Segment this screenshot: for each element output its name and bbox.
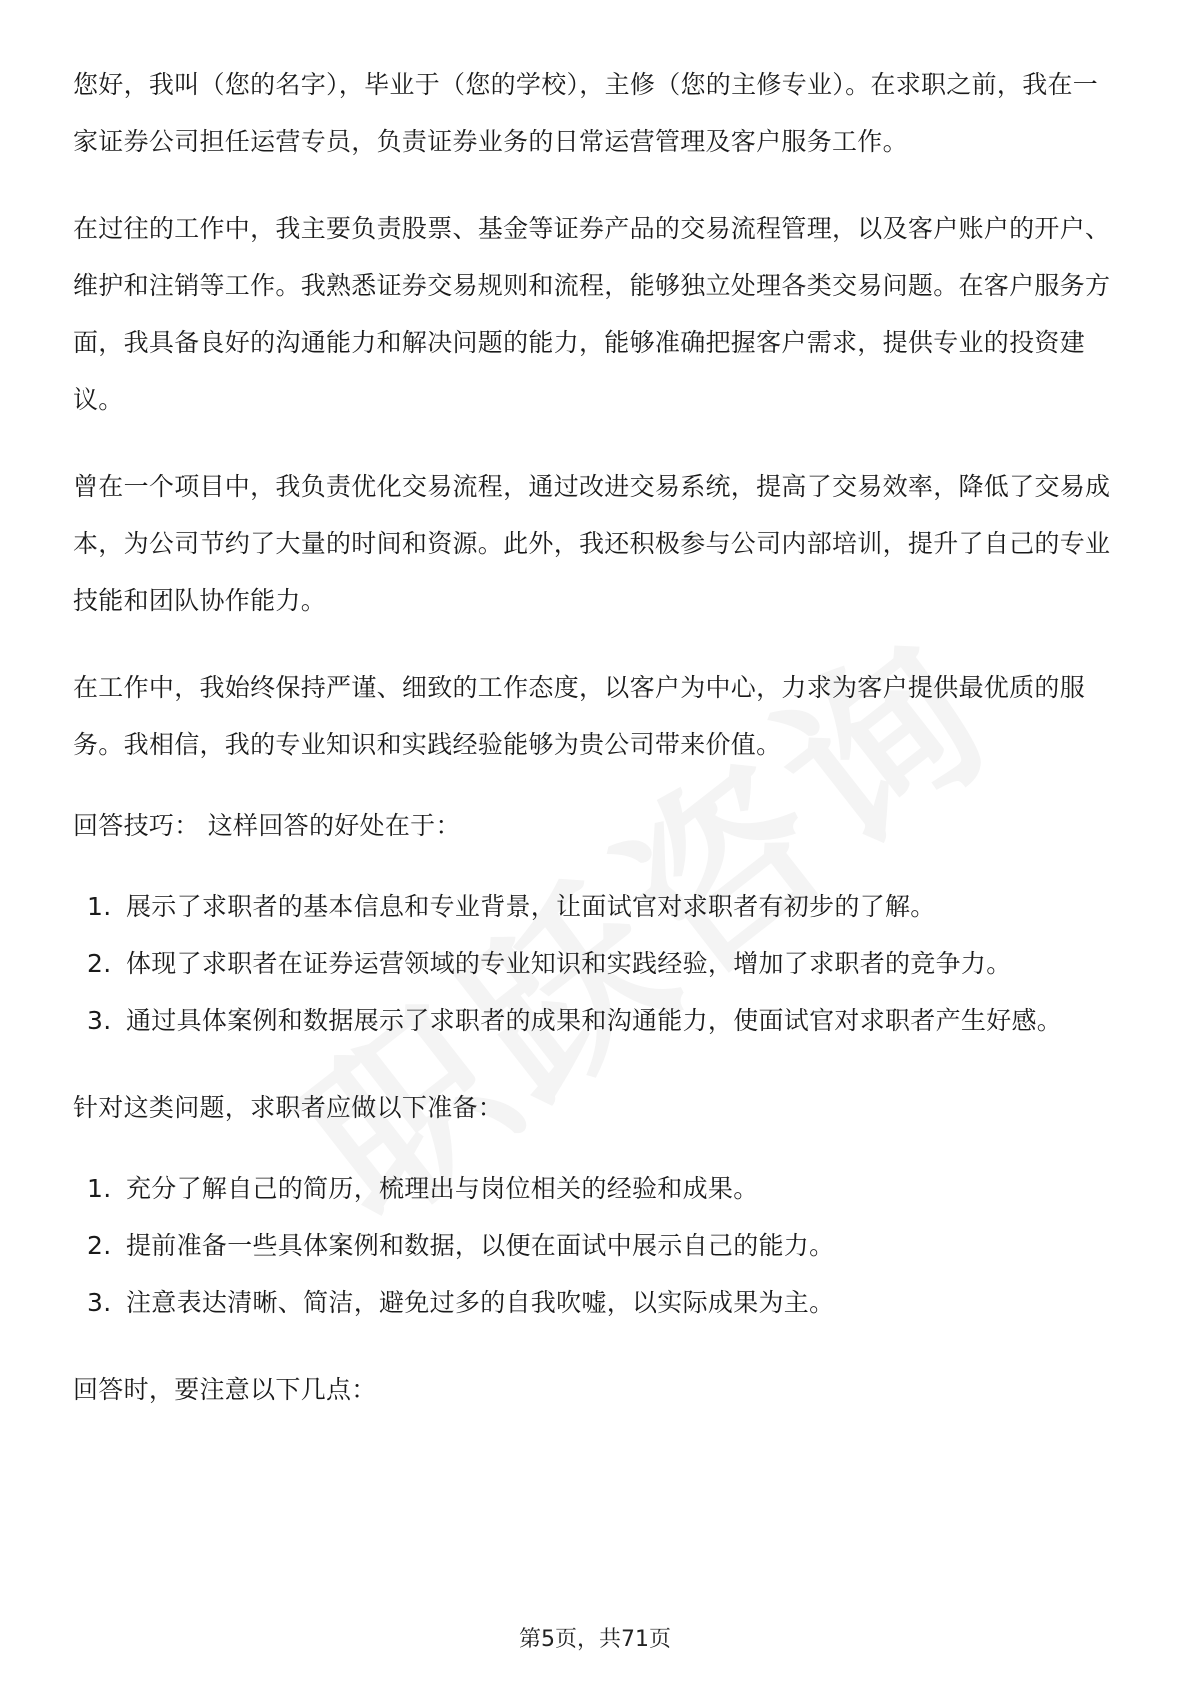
list-number: 3. bbox=[87, 1006, 112, 1035]
document-body bbox=[73, 56, 1118, 1448]
list-item bbox=[73, 878, 1118, 935]
list-text: 充分了解自己的简历，梳理出与岗位相关的经验和成果。 bbox=[126, 1174, 759, 1203]
list-item bbox=[73, 1274, 1118, 1331]
page-number: 第5页，共71页 bbox=[519, 1627, 671, 1652]
list-number: 1. bbox=[87, 892, 112, 921]
list-item bbox=[73, 1160, 1118, 1217]
tips-list bbox=[73, 878, 1118, 1049]
notes-heading: 回答时，要注意以下几点： bbox=[73, 1375, 377, 1404]
list-number: 2. bbox=[87, 1231, 112, 1260]
paragraph-attitude: 在工作中，我始终保持严谨、细致的工作态度，以客户为中心，力求为客户提供最优质的服务。我相信，我的专业知识和实践经验能够为贵公司带来价值。 bbox=[73, 673, 1086, 759]
list-text: 体现了求职者在证券运营领域的专业知识和实践经验，增加了求职者的竞争力。 bbox=[126, 949, 1012, 978]
list-item bbox=[73, 1217, 1118, 1274]
prep-list bbox=[73, 1160, 1118, 1331]
list-text: 展示了求职者的基本信息和专业背景，让面试官对求职者有初步的了解。 bbox=[126, 892, 936, 921]
list-text: 通过具体案例和数据展示了求职者的成果和沟通能力，使面试官对求职者产生好感。 bbox=[126, 1006, 1063, 1035]
list-number: 2. bbox=[87, 949, 112, 978]
paragraph-experience: 在过往的工作中，我主要负责股票、基金等证券产品的交易流程管理，以及客户账户的开户、维护和注销等工作。我熟悉证券交易规则和流程，能够独立处理各类交易问题。在客户服务方面，我具备良好的沟通能力和解决问题的能力，能够准确把握客户需求，提供专业的投资建议。 bbox=[73, 214, 1111, 414]
tips-heading: 回答技巧： 这样回答的好处在于： bbox=[73, 811, 461, 840]
paragraph-intro: 您好，我叫（您的名字），毕业于（您的学校），主修（您的主修专业）。在求职之前，我在一家证券公司担任运营专员，负责证券业务的日常运营管理及客户服务工作。 bbox=[73, 70, 1099, 156]
prep-heading: 针对这类问题，求职者应做以下准备： bbox=[73, 1093, 504, 1122]
list-number: 1. bbox=[87, 1174, 112, 1203]
list-number: 3. bbox=[87, 1288, 112, 1317]
list-item bbox=[73, 935, 1118, 992]
list-text: 提前准备一些具体案例和数据，以便在面试中展示自己的能力。 bbox=[126, 1231, 835, 1260]
list-item bbox=[73, 992, 1118, 1049]
paragraph-project: 曾在一个项目中，我负责优化交易流程，通过改进交易系统，提高了交易效率，降低了交易成本，为公司节约了大量的时间和资源。此外，我还积极参与公司内部培训，提升了自己的专业技能和团队协作能力。 bbox=[73, 472, 1111, 615]
list-text: 注意表达清晰、简洁，避免过多的自我吹嘘，以实际成果为主。 bbox=[126, 1288, 835, 1317]
